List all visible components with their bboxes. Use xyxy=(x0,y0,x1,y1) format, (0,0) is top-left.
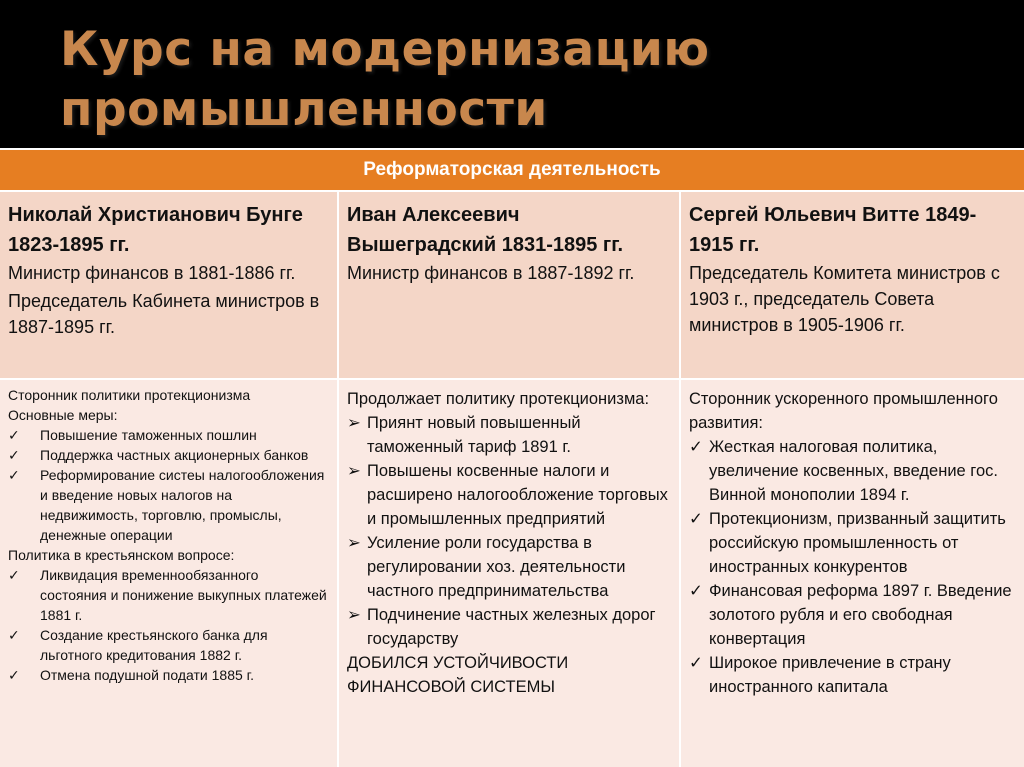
measures-list xyxy=(689,435,1016,699)
checkmark-icon: ✓ xyxy=(689,438,703,456)
person-role: Председатель Кабинета министров в 1887-1895 гг. xyxy=(8,291,320,337)
arrowhead-icon: ➢ xyxy=(347,606,361,624)
person-role: Министр финансов в 1881-1886 гг. xyxy=(8,263,296,283)
details-subheading: Политика в крестьянском вопросе: xyxy=(8,547,235,563)
arrowhead-icon: ➢ xyxy=(347,462,361,480)
list-item: ➢ Подчинение частных железных дорог государству xyxy=(347,603,671,651)
checkmark-icon: ✓ xyxy=(689,654,703,672)
details-intro: Сторонник ускоренного промышленного развития: xyxy=(689,390,998,432)
person-role: Министр финансов в 1887-1892 гг. xyxy=(347,263,635,283)
checkmark-icon: ✓ xyxy=(8,467,20,483)
list-item: ➢ Усиление роли государства в регулировании хоз. деятельности частного предпринимательства xyxy=(347,531,671,603)
list-item: ✓ Отмена подушной подати 1885 г. xyxy=(8,667,254,683)
peasant-measures-list xyxy=(8,565,329,685)
list-item: ✓ Протекционизм, призванный защитить российскую промышленность от иностранных конкурентов xyxy=(689,507,1016,579)
slide-title-area xyxy=(0,0,1024,148)
person-cell-bunge xyxy=(0,192,337,378)
person-role: Председатель Комитета министров с 1903 г., председатель Совета министров в 1905-1906 гг. xyxy=(689,263,1000,335)
list-item: ✓ Жесткая налоговая политика, увеличение косвенных, введение гос. Винной монополии 1894 г. xyxy=(689,435,1016,507)
list-item: ✓ Повышение таможенных пошлин xyxy=(8,427,257,443)
measures-list xyxy=(347,411,671,651)
details-cell-witte xyxy=(681,380,1024,767)
person-name: Иван Алексеевич Вышеградский 1831-1895 гг. xyxy=(347,204,624,256)
table-header: Реформаторская деятельность xyxy=(0,148,1024,190)
details-intro: Сторонник политики протекционизма xyxy=(8,387,251,403)
list-item: ✓ Широкое привлечение в страну иностранного капитала xyxy=(689,651,1016,699)
list-item: ➢ Приянт новый повышенный таможенный тариф 1891 г. xyxy=(347,411,671,459)
reform-table xyxy=(0,148,1024,767)
list-item: ✓ Финансовая реформа 1897 г. Введение золотого рубля и его свободная конвертация xyxy=(689,579,1016,651)
list-item: ✓ Ликвидация временнообязанного состояния и понижение выкупных платежей 1881 г. xyxy=(8,567,327,623)
details-cell-bunge xyxy=(0,380,337,767)
arrowhead-icon: ➢ xyxy=(347,534,361,552)
list-item: ➢ Повышены косвенные налоги и расширено налогообложение торговых и промышленных предприятий xyxy=(347,459,671,531)
measures-list xyxy=(8,425,329,545)
person-cell-witte xyxy=(681,192,1024,378)
list-item: ✓ Создание крестьянского банка для льготного кредитования 1882 г. xyxy=(8,627,268,663)
checkmark-icon: ✓ xyxy=(689,510,703,528)
checkmark-icon: ✓ xyxy=(8,427,20,443)
person-name: Николай Христианович Бунге 1823-1895 гг. xyxy=(8,204,303,256)
person-cell-vyshegradsky xyxy=(339,192,679,378)
slide-title: Курс на модернизацию промышленности xyxy=(60,22,710,137)
person-name: Сергей Юльевич Витте 1849-1915 гг. xyxy=(689,204,977,256)
checkmark-icon: ✓ xyxy=(689,582,703,600)
details-intro: Продолжает политику протекционизма: xyxy=(347,390,650,408)
checkmark-icon: ✓ xyxy=(8,567,20,583)
arrowhead-icon: ➢ xyxy=(347,414,361,432)
checkmark-icon: ✓ xyxy=(8,447,20,463)
details-cell-vyshegradsky xyxy=(339,380,679,767)
details-subheading: Основные меры: xyxy=(8,407,118,423)
checkmark-icon: ✓ xyxy=(8,667,20,683)
details-conclusion: ДОБИЛСЯ УСТОЙЧИВОСТИ ФИНАНСОВОЙ СИСТЕМЫ xyxy=(347,654,569,696)
list-item: ✓ Поддержка частных акционерных банков xyxy=(8,447,309,463)
list-item: ✓ Реформирование систеы налогообложения и введение новых налогов на недвижимость, торговлю, промыслы, денежные операции xyxy=(8,467,325,543)
checkmark-icon: ✓ xyxy=(8,627,20,643)
